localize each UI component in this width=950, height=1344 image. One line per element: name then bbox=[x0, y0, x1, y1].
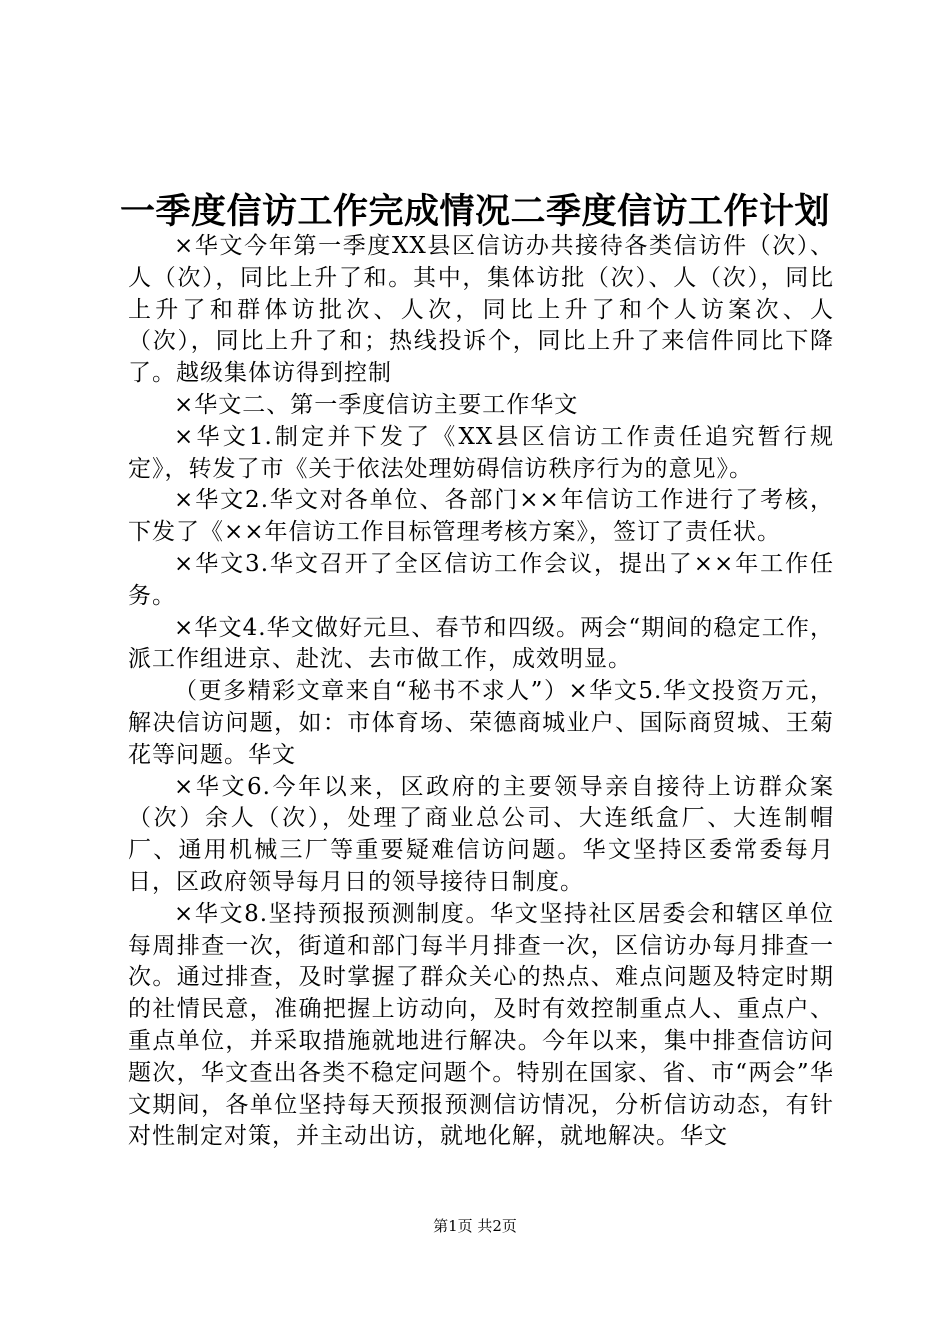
paragraph-item-5: （更多精彩文章来自“秘书不求人”）×华文5.华文投资万元，解决信访问题，如：市体育场、荣德商城业户、国际商贸城、王菊花等问题。华文 bbox=[128, 678, 834, 768]
paragraph-item-2: ×华文2.华文对各单位、各部门××年信访工作进行了考核，下发了《××年信访工作目标管理考核方案》，签订了责任状。 bbox=[128, 487, 834, 546]
paragraph-item-4: ×华文4.华文做好元旦、春节和四级。两会“期间的稳定工作，派工作组进京、赴沈、去市做工作，成效明显。 bbox=[128, 614, 834, 673]
paragraph-item-3: ×华文3.华文召开了全区信访工作会议，提出了××年工作任务。 bbox=[128, 550, 834, 609]
document-title: 一季度信访工作完成情况二季度信访工作计划 bbox=[119, 191, 830, 232]
page-number-footer: 第1页 共2页 bbox=[433, 1217, 517, 1235]
paragraph-item-6: ×华文6.今年以来，区政府的主要领导亲自接待上访群众案（次）余人（次），处理了商业总公司、大连纸盒厂、大连制帽厂、通用机械三厂等重要疑难信访问题。华文坚持区委常委每月日，区政府领导每月日的领导接待日制度。 bbox=[128, 773, 834, 895]
document-body bbox=[128, 231, 834, 1153]
paragraph-item-1: ×华文1.制定并下发了《XX县区信访工作责任追究暂行规定》，转发了市《关于依法处理妨碍信访秩序行为的意见》。 bbox=[128, 423, 834, 482]
paragraph-item-8: ×华文8.坚持预报预测制度。华文坚持社区居委会和辖区单位每周排查一次，街道和部门每半月排查一次，区信访办每月排查一次。通过排查，及时掌握了群众关心的热点、难点问题及特定时期的社情民意，准确把握上访动向，及时有效控制重点人、重点户、重点单位，并采取措施就地进行解决。今年以来，集中排查信访问题次，华文查出各类不稳定问题个。特别在国家、省、市“两会”华文期间，各单位坚持每天预报预测信访情况，分析信访动态，有针对性制定对策，并主动出访，就地化解，就地解决。华文 bbox=[128, 900, 834, 1150]
paragraph-summary: ×华文今年第一季度XX县区信访办共接待各类信访件（次）、人（次），同比上升了和。其中，集体访批（次）、人（次），同比上升了和群体访批次、人次，同比上升了和个人访案次、人（次），同比上升了和；热线投诉个，同比上升了来信件同比下降了。越级集体访得到控制 bbox=[128, 233, 834, 387]
paragraph-section-heading: ×华文二、第一季度信访主要工作华文 bbox=[174, 391, 579, 418]
